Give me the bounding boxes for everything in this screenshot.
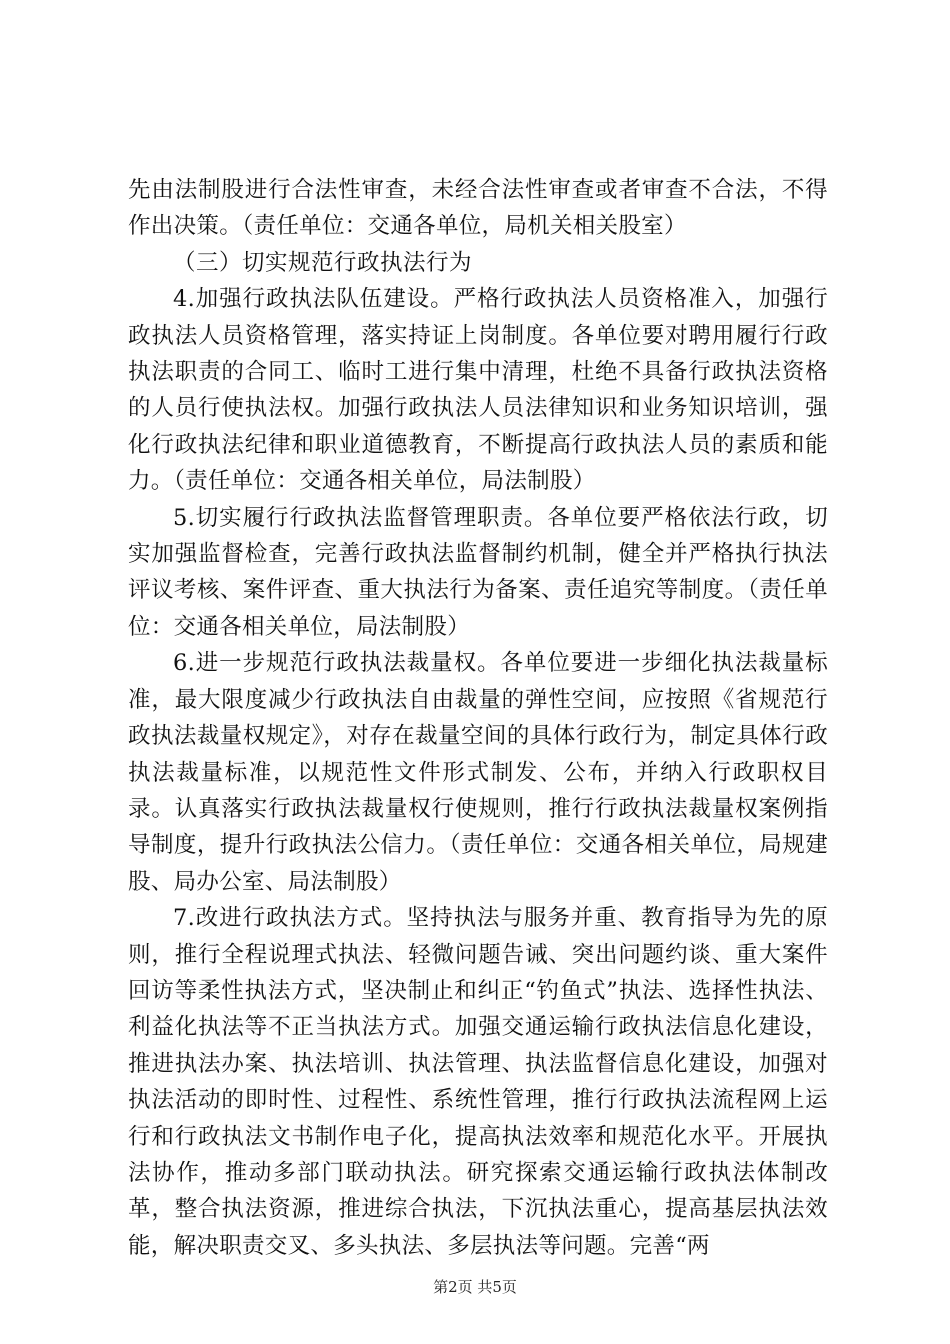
document-body <box>128 172 828 1264</box>
page-footer: 第2页 共5页 <box>433 1278 517 1296</box>
paragraph-item-6: 6.进一步规范行政执法裁量权。各单位要进一步细化执法裁量标准，最大限度减少行政执法自由裁量的弹性空间，应按照《省规范行政执法裁量权规定》，对存在裁量空间的具体行政行为，制定具体行政执法裁量标准，以规范性文件形式制发、公布，并纳入行政职权目录。认真落实行政执法裁量权行使规则，推行行政执法裁量权案例指导制度，提升行政执法公信力。（责任单位：交通各相关单位，局规建股、局办公室、局法制股） <box>128 650 828 895</box>
paragraph-item-7: 7.改进行政执法方式。坚持执法与服务并重、教育指导为先的原则，推行全程说理式执法、轻微问题告诫、突出问题约谈、重大案件回访等柔性执法方式，坚决制止和纠正“钓鱼式”执法、选择性执法、利益化执法等不正当执法方式。加强交通运输行政执法信息化建设，推进执法办案、执法培训、执法管理、执法监督信息化建设，加强对执法活动的即时性、过程性、系统性管理，推行行政执法流程网上运行和行政执法文书制作电子化，提高执法效率和规范化水平。开展执法协作，推动多部门联动执法。研究探索交通运输行政执法体制改革，整合执法资源，推进综合执法，下沉执法重心，提高基层执法效能，解决职责交叉、多头执法、多层执法等问题。完善“两 <box>128 905 828 1259</box>
paragraph-item-4: 4.加强行政执法队伍建设。严格行政执法人员资格准入，加强行政执法人员资格管理，落实持证上岗制度。各单位要对聘用履行行政执法职责的合同工、临时工进行集中清理，杜绝不具备行政执法资格的人员行使执法权。加强行政执法人员法律知识和业务知识培训，强化行政执法纪律和职业道德教育，不断提高行政执法人员的素质和能力。（责任单位：交通各相关单位，局法制股） <box>128 286 828 495</box>
section-heading: （三）切实规范行政执法行为 <box>173 249 473 276</box>
paragraph-continuation: 先由法制股进行合法性审查，未经合法性审查或者审查不合法，不得作出决策。（责任单位：交通各单位，局机关相关股室） <box>128 177 828 240</box>
paragraph-item-5: 5.切实履行行政执法监督管理职责。各单位要严格依法行政，切实加强监督检查，完善行政执法监督制约机制，健全并严格执行执法评议考核、案件评查、重大执法行为备案、责任追究等制度。（责任单位：交通各相关单位，局法制股） <box>128 504 828 640</box>
